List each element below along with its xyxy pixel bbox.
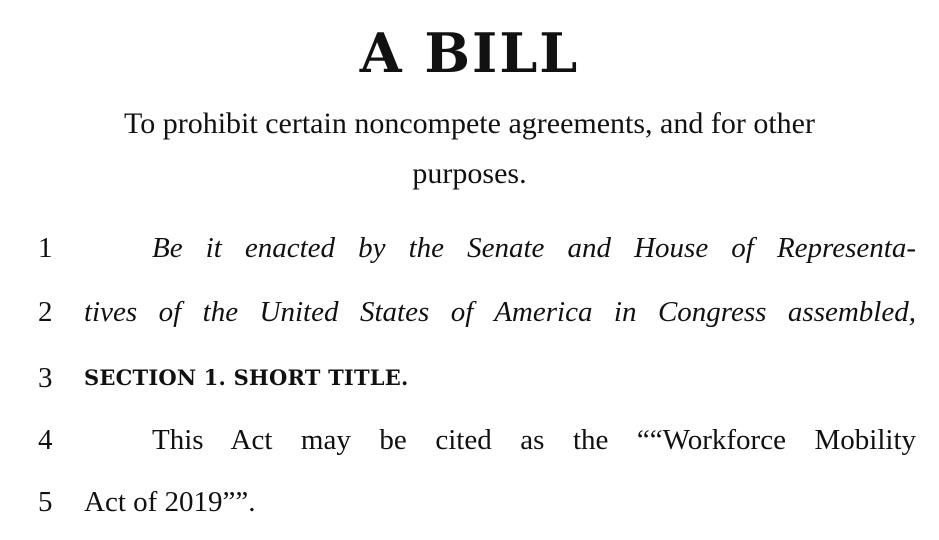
bill-line-2	[0, 284, 939, 340]
bill-line-5	[0, 474, 939, 530]
section-heading: SECTION 1. SHORT TITLE.	[84, 365, 409, 390]
enacting-clause-text: tives of the United States of America in Congress assembled,	[84, 296, 916, 328]
line-number: 5	[38, 486, 53, 518]
bill-purpose-line-2: purposes.	[412, 157, 527, 190]
line-number: 4	[38, 424, 53, 456]
bill-line-3	[0, 350, 939, 406]
section-body-text: Act of 2019””.	[84, 486, 256, 518]
line-number: 1	[38, 232, 53, 264]
bill-line-1	[0, 220, 939, 276]
bill-purpose-line-1: To prohibit certain noncompete agreements, and for other	[124, 107, 815, 140]
line-number: 3	[38, 362, 53, 394]
bill-heading: A BILL	[359, 21, 580, 85]
enacting-clause-text: Be it enacted by the Senate and House of Representa-	[152, 232, 916, 264]
section-body-text: This Act may be cited as the ““Workforce Mobility	[152, 424, 916, 456]
bill-line-4	[0, 412, 939, 468]
line-number: 2	[38, 296, 53, 328]
